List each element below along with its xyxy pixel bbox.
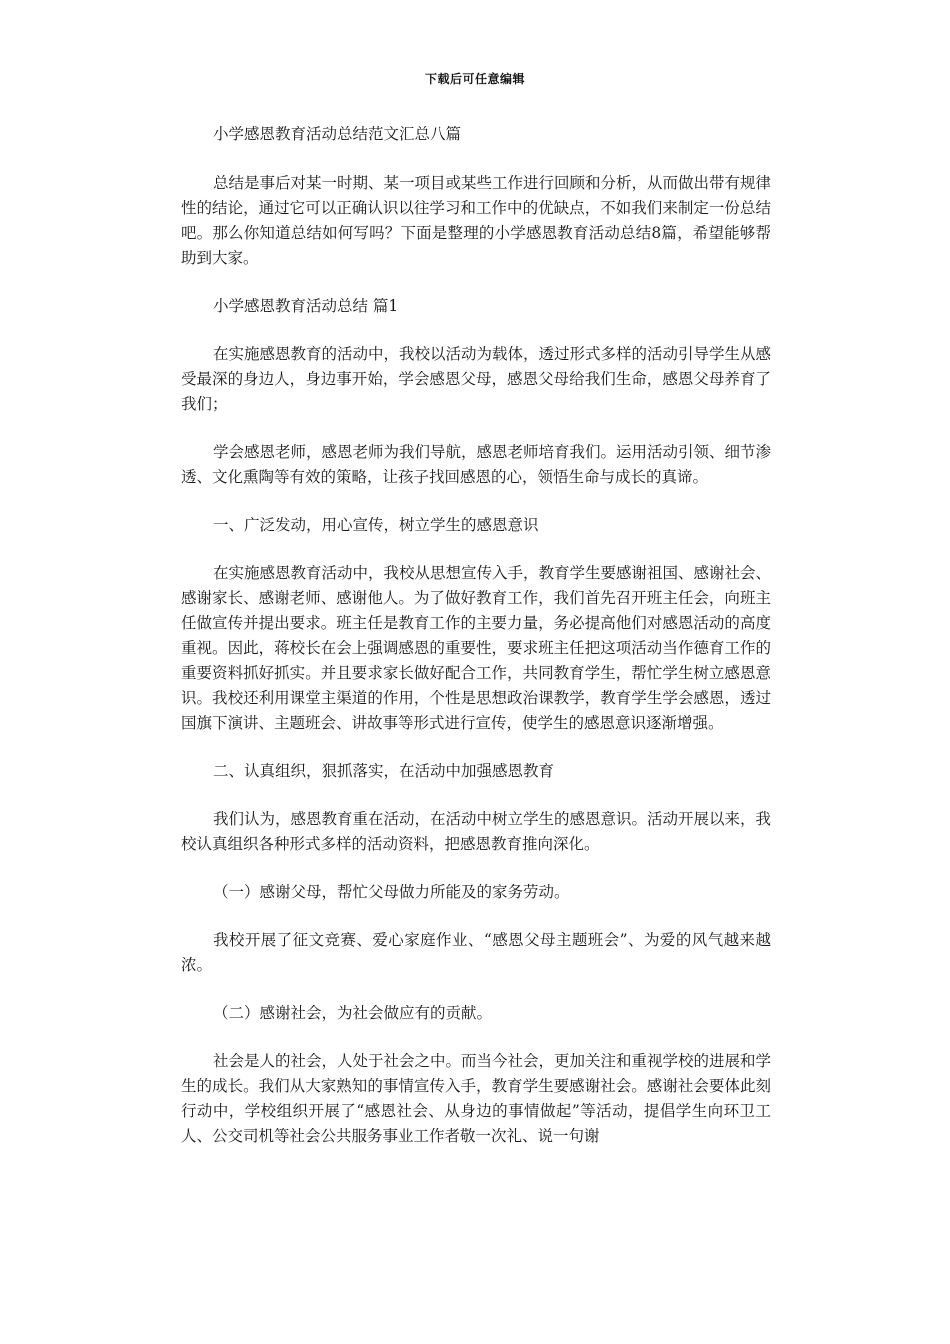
document-body [181, 122, 771, 1172]
body-paragraph: 我们认为，感恩教育重在活动，在活动中树立学生的感恩意识。活动开展以来，我校认真组织各种形式多样的活动资料，把感恩教育推向深化。 [181, 810, 772, 853]
download-edit-note: 下载后可任意编辑 [424, 72, 525, 86]
document-title: 小学感恩教育活动总结范文汇总八篇 [213, 125, 462, 143]
body-paragraph: 在实施感恩教育的活动中，我校以活动为载体，透过形式多样的活动引导学生从感受最深的身边人，身边事开始，学会感恩父母，感恩父母给我们生命，感恩父母养育了我们； [181, 345, 772, 413]
section-heading-part1: 小学感恩教育活动总结 篇1 [213, 297, 399, 315]
body-paragraph: 学会感恩老师，感恩老师为我们导航，感恩老师培育我们。运用活动引领、细节渗透、文化熏陶等有效的策略，让孩子找回感恩的心，领悟生命与成长的真谛。 [181, 443, 772, 486]
body-paragraph: 社会是人的社会，人处于社会之中。而当今社会，更加关注和重视学校的进展和学生的成长。我们从大家熟知的事情宣传入手，教育学生要感谢社会。感谢社会要体此刻行动中，学校组织开展了“感恩社会、从身边的事情做起”等活动，提倡学生向环卫工人、公交司机等社会公共服务事业工作者敬一次礼、说一句谢 [181, 1052, 772, 1145]
item-heading-society: （二）感谢社会，为社会做应有的贡献。 [213, 1004, 493, 1022]
subheading-two: 二、认真组织，狠抓落实，在活动中加强感恩教育 [213, 762, 555, 780]
body-paragraph: 在实施感恩教育活动中，我校从思想宣传入手，教育学生要感谢祖国、感谢社会、感谢家长、感谢老师、感谢他人。为了做好教育工作，我们首先召开班主任会，向班主任做宣传并提出要求。班主任是教育工作的主要力量，务必提高他们对感恩活动的高度重视。因此，蒋校长在会上强调感恩的重要性，要求班主任把这项活动当作德育工作的重要资料抓好抓实。并且要求家长做好配合工作，共同教育学生，帮忙学生树立感恩意识。我校还利用课堂主渠道的作用，个性是思想政治课教学，教育学生学会感恩，透过国旗下演讲、主题班会、讲故事等形式进行宣传，使学生的感恩意识逐渐增强。 [181, 564, 772, 732]
subheading-one: 一、广泛发动，用心宣传，树立学生的感恩意识 [213, 516, 539, 534]
intro-paragraph: 总结是事后对某一时期、某一项目或某些工作进行回顾和分析，从而做出带有规律性的结论，通过它可以正确认识以往学习和工作中的优缺点，不如我们来制定一份总结吧。那么你知道总结如何写吗？下面是整理的小学感恩教育活动总结8篇，希望能够帮助到大家。 [181, 174, 772, 267]
item-heading-parents: （一）感谢父母，帮忙父母做力所能及的家务劳动。 [213, 883, 570, 901]
body-paragraph: 我校开展了征文竞赛、爱心家庭作业、“感恩父母主题班会”、为爱的风气越来越浓。 [181, 931, 771, 974]
